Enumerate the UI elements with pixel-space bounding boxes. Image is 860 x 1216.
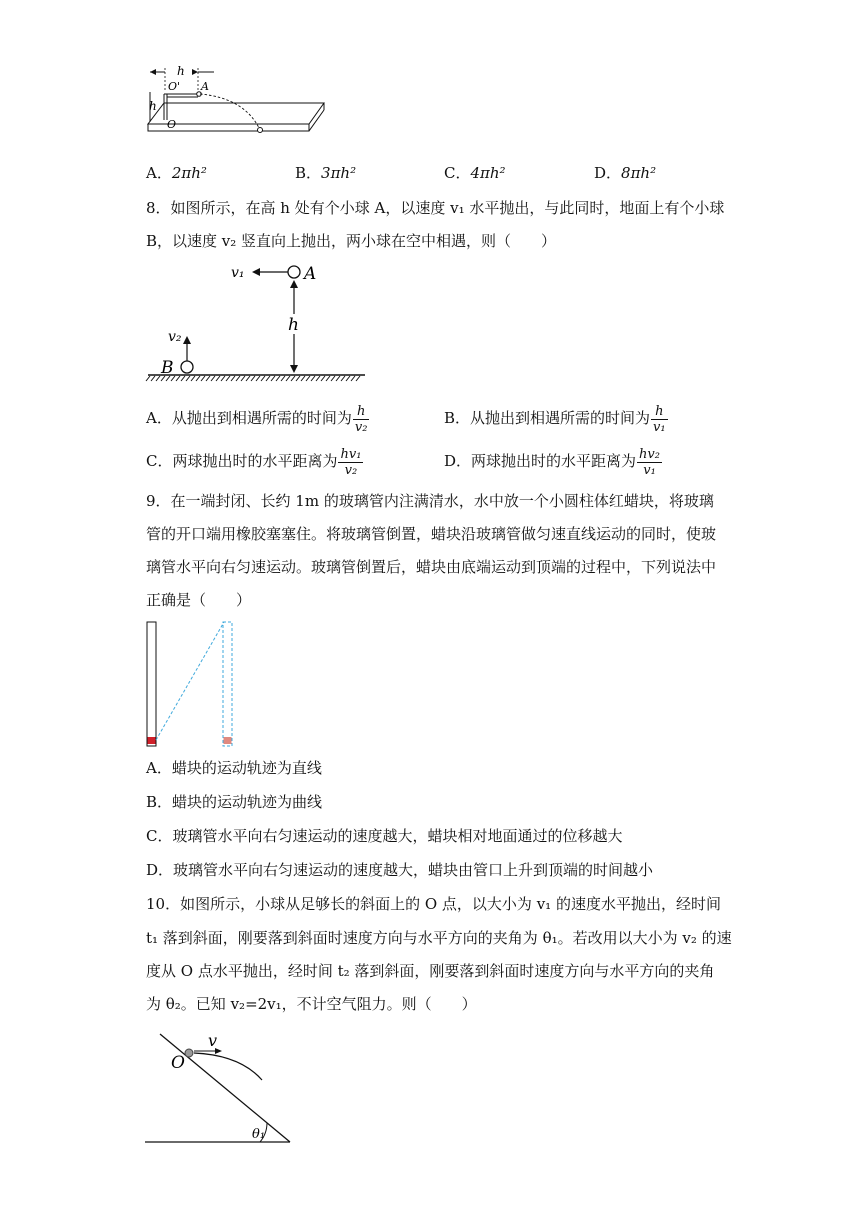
q8-stem-line1: 8．如图所示，在高 h 处有个小球 A，以速度 v₁ 水平抛出，与此同时，地面上有个小球 (146, 199, 725, 217)
q10-label-theta: θ₁ (252, 1127, 266, 1142)
q10-path (194, 1053, 262, 1080)
q8-label-v2: v₂ (168, 329, 182, 345)
q8-label-a: A (304, 264, 317, 284)
q8-option-b: B．从抛出到相遇所需的时间为 $\frac{h}{\text{v₁}}$ (444, 403, 666, 435)
q8-option-a: A．从抛出到相遇所需的时间为 $\frac{h}{\text{v₂}}$ (146, 403, 368, 435)
q7-label-h-top: h (177, 64, 185, 78)
q10-stem-line3: 度从 O 点水平抛出，经时间 t₂ 落到斜面，刚要落到斜面时速度方向与水平方向的夹角 (146, 962, 715, 980)
q7-label-h-side: h (149, 99, 157, 113)
q8-stem-line2: B，以速度 v₂ 竖直向上抛出，两小球在空中相遇，则（ ） (146, 232, 557, 250)
q8-label-h: h (288, 315, 299, 335)
q9-stem-line4: 正确是（ ） (146, 591, 252, 609)
q7-option-b: B．3πh² (295, 164, 357, 182)
q9-option-d: D．玻璃管水平向右匀速运动的速度越大，蜡块由管口上升到顶端的时间越小 (146, 861, 654, 879)
q9-stem-line3: 璃管水平向右匀速运动。玻璃管倒置后，蜡块由底端运动到顶端的过程中，下列说法中 (146, 558, 717, 576)
q9-option-b: B．蜡块的运动轨迹为曲线 (146, 793, 323, 811)
q7-label-o-prime: O' (168, 80, 181, 93)
q8-option-d: D．两球抛出时的水平距离为 $\frac{\text{hv₂}}{\text{v₁}}$ (444, 446, 660, 478)
q7-option-d: D．8πh² (594, 164, 657, 182)
q10-stem-line4: 为 θ₂。已知 v₂=2v₁，不计空气阻力。则（ ） (146, 995, 477, 1013)
q10-label-v: v (208, 1031, 218, 1050)
q10-stem-line1: 10．如图所示，小球从足够长的斜面上的 O 点，以大小为 v₁ 的速度水平抛出，经时间 (146, 895, 721, 913)
q8-label-v1: v₁ (231, 265, 245, 281)
q10-ball (185, 1049, 193, 1057)
q9-stem-line2: 管的开口端用橡胶塞塞住。将玻璃管倒置，蜡块沿玻璃管做匀速直线运动的同时，使玻 (146, 525, 717, 543)
q7-label-a: A (201, 80, 209, 93)
q9-option-c: C．玻璃管水平向右匀速运动的速度越大，蜡块相对地面通过的位移越大 (146, 827, 623, 845)
q10-stem-line2: t₁ 落到斜面，刚要落到斜面时速度方向与水平方向的夹角为 θ₁。若改用以大小为 v₂ 的速 (146, 929, 732, 947)
q9-option-a: A．蜡块的运动轨迹为直线 (146, 759, 322, 777)
q7-option-c: C．4πh² (444, 164, 506, 182)
q10-incline (160, 1034, 290, 1142)
q8-option-c: C．两球抛出时的水平距离为 $\frac{\text{hv₁}}{\text{v₂}}$ (146, 446, 362, 478)
q7-label-o: O (167, 118, 177, 131)
q10-label-o: O (171, 1053, 185, 1073)
q8-label-b: B (161, 358, 174, 378)
q7-option-a: A．2πh² (146, 164, 207, 182)
q9-stem-line1: 9．在一端封闭、长约 1m 的玻璃管内注满清水，水中放一个小圆柱体红蜡块，将玻璃 (146, 492, 714, 510)
